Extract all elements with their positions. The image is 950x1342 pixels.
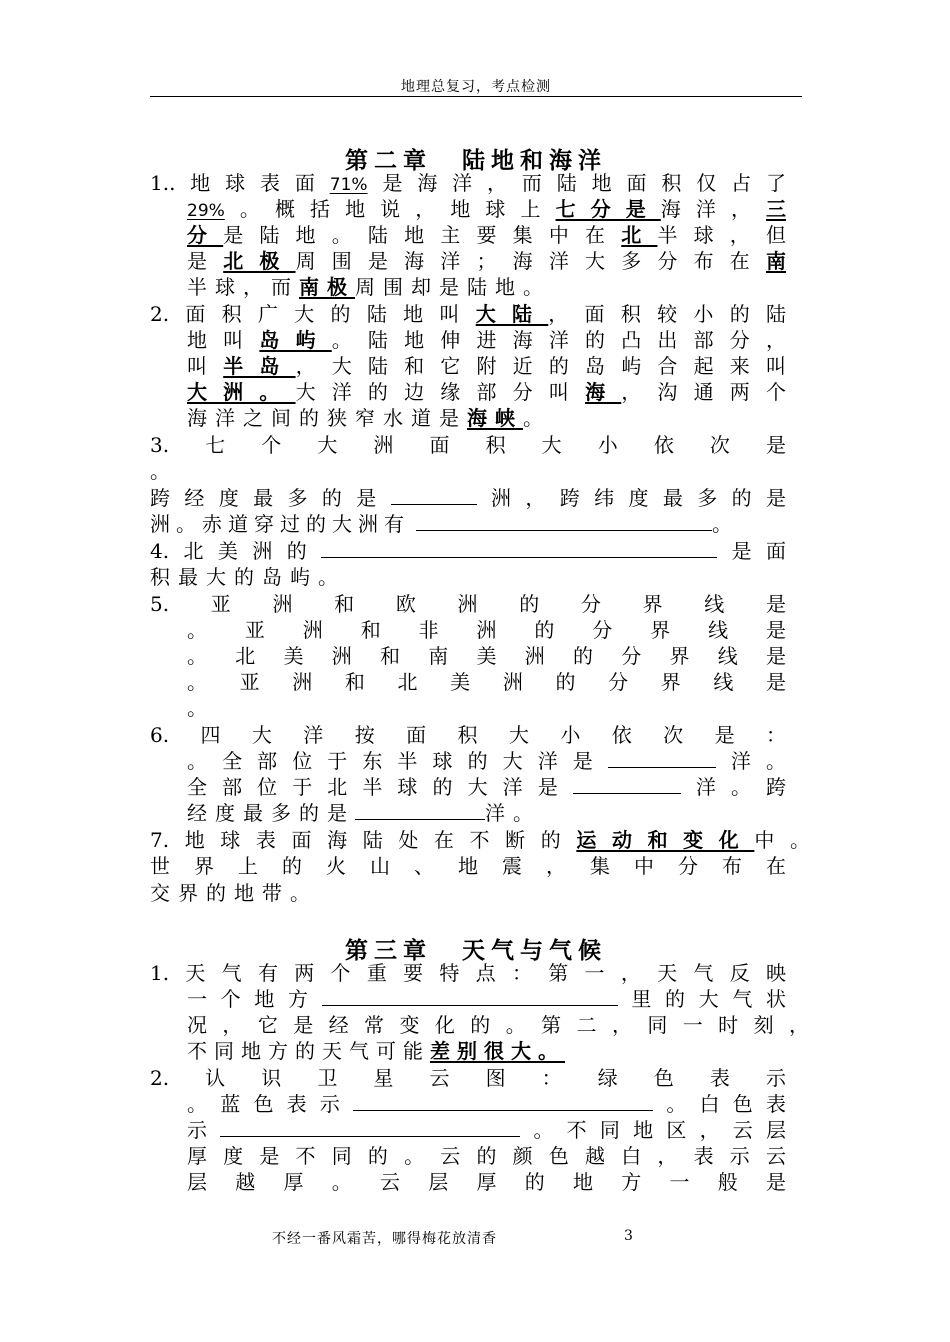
answer-sea: 海 xyxy=(585,380,622,404)
blank-most-longitude-continent[interactable] xyxy=(391,486,477,505)
ch3-q2-line3: 示 。不同地区，云层 xyxy=(187,1118,787,1142)
ch3-q1-line4: 不同地方的天气可能差别很大。 xyxy=(187,1039,565,1063)
chapter-3-name: 天气与气候 xyxy=(462,938,607,964)
ch3-q2-line1: 2.认识卫星云图：绿色表示 xyxy=(150,1066,786,1090)
ch2-q3-line4: 洲。赤道穿过的大洲有 。 xyxy=(150,512,738,536)
ch2-q4-line1: 4.北美洲的 是面 xyxy=(150,539,787,563)
blank-northern-hemisphere-ocean[interactable] xyxy=(573,775,681,794)
answer-south-pole: 南极 xyxy=(299,275,355,299)
ch2-q3-line1: 3.七个大洲面积大小依次是 xyxy=(150,433,786,457)
ch3-q1-line3: 况，它是经常变化的。第二，同一时刻， xyxy=(187,1013,809,1037)
answer-very-different: 差别很大。 xyxy=(430,1039,565,1063)
ch2-q2-line1: 2.面积广大的陆地叫大陆，面积较小的陆 xyxy=(150,302,786,326)
blank-largest-island[interactable] xyxy=(321,539,717,558)
answer-continent: 大陆 xyxy=(475,302,549,326)
ch2-q5-line4: 。亚洲和北美洲的分界线是 xyxy=(187,670,786,694)
answer-three: 三 xyxy=(766,197,787,221)
ch2-q4-line2: 积最大的岛屿。 xyxy=(150,565,346,589)
answer-29-percent: 29% xyxy=(187,201,225,221)
ch2-q3-line2: 。 xyxy=(150,459,170,483)
page-number: 3 xyxy=(624,1228,633,1244)
ch3-q2-line5: 层越厚。云层厚的地方一般是 xyxy=(187,1170,786,1194)
blank-eastern-hemisphere-ocean[interactable] xyxy=(608,749,716,768)
header-rule xyxy=(150,96,802,97)
ch2-q2-line4: 大洲。大洋的边缘部分叫海，沟通两个 xyxy=(187,380,786,404)
blank-most-longitude-ocean[interactable] xyxy=(355,801,485,820)
ch2-q1-line5: 半球，而南极周围却是陆地。 xyxy=(187,275,551,299)
answer-continental-region: 大洲。 xyxy=(187,380,296,404)
answer-71-percent: 71% xyxy=(329,175,368,195)
ch3-q2-line2: 。蓝色表示 。白色表 xyxy=(187,1092,787,1116)
blank-blue-meaning[interactable] xyxy=(353,1092,653,1111)
answer-north: 北 xyxy=(621,223,658,247)
answer-motion-and-change: 运动和变化 xyxy=(576,828,755,852)
ch2-q1-line1: 1..地球表面71%是海洋，而陆地面积仅占了 xyxy=(150,171,786,195)
answer-seven-parts: 七分是 xyxy=(555,197,661,221)
answer-north-pole: 北极 xyxy=(223,249,296,273)
ch3-q1-line1: 1.天气有两个重要特点：第一，天气反映 xyxy=(150,961,786,985)
answer-island: 岛屿 xyxy=(259,328,332,352)
ch2-q2-line3: 叫半岛，大陆和它附近的岛屿合起来叫 xyxy=(187,354,786,378)
page-footer: 不经一番风霜苦，哪得梅花放清香 xyxy=(272,1231,497,1247)
ch2-q3-line3: 跨经度最多的是 洲，跨纬度最多的是 xyxy=(150,486,786,510)
chapter-2-name: 陆地和海洋 xyxy=(462,148,607,174)
answer-parts: 分 xyxy=(187,223,224,247)
ch2-q6-line3: 全部位于北半球的大洋是 洋。跨 xyxy=(187,775,787,799)
page-header: 地理总复习，考点检测 xyxy=(401,79,551,95)
answer-south: 南 xyxy=(766,249,786,273)
chapter-3-number: 第三章 xyxy=(345,938,432,964)
ch3-q1-line2: 一个地方 里的大气状 xyxy=(187,987,787,1011)
ch2-q5-line2: 。亚洲和非洲的分界线是 xyxy=(187,618,786,642)
chapter-2-number: 第二章 xyxy=(345,148,432,174)
ch3-q2-line4: 厚度是不同的。云的颜色越白，表示云 xyxy=(187,1144,786,1168)
ch2-q6-line4: 经度最多的是 洋。 xyxy=(187,801,541,825)
ch2-q6-line2: 。全部位于东半球的大洋是 洋。 xyxy=(187,749,787,773)
answer-strait: 海峡 xyxy=(467,406,523,430)
blank-equator-continents[interactable] xyxy=(416,512,712,531)
ch2-q7-line1: 7.地球表面海陆处在不断的运动和变化中。 xyxy=(150,828,810,852)
ch2-q5-line1: 5.亚洲和欧洲的分界线是 xyxy=(150,592,786,616)
ch2-q5-line5: 。 xyxy=(187,696,207,720)
answer-peninsula: 半岛 xyxy=(223,354,296,378)
ch2-q6-line1: 6.四大洋按面积大小依次是： xyxy=(150,723,786,747)
ch2-q2-line2: 地叫岛屿。陆地伸进海洋的凸出部分， xyxy=(187,328,786,352)
ch2-q1-line4: 是北极周围是海洋；海洋大多分布在南 xyxy=(187,249,786,273)
ch2-q1-line2: 29%。概括地说，地球上七分是海洋，三 xyxy=(187,197,787,221)
blank-white-meaning[interactable] xyxy=(220,1118,520,1137)
ch2-q7-line2: 世界上的火山、地震，集中分布在 xyxy=(150,854,786,878)
ch2-q1-line3: 分是陆地。陆地主要集中在北半球，但 xyxy=(187,223,786,247)
ch2-q5-line3: 。北美洲和南美洲的分界线是 xyxy=(187,644,786,668)
ch2-q7-line3: 交界的地带。 xyxy=(150,881,318,905)
blank-short-time[interactable] xyxy=(322,987,618,1006)
ch2-q2-line5: 海洋之间的狭窄水道是海峡。 xyxy=(187,406,551,430)
